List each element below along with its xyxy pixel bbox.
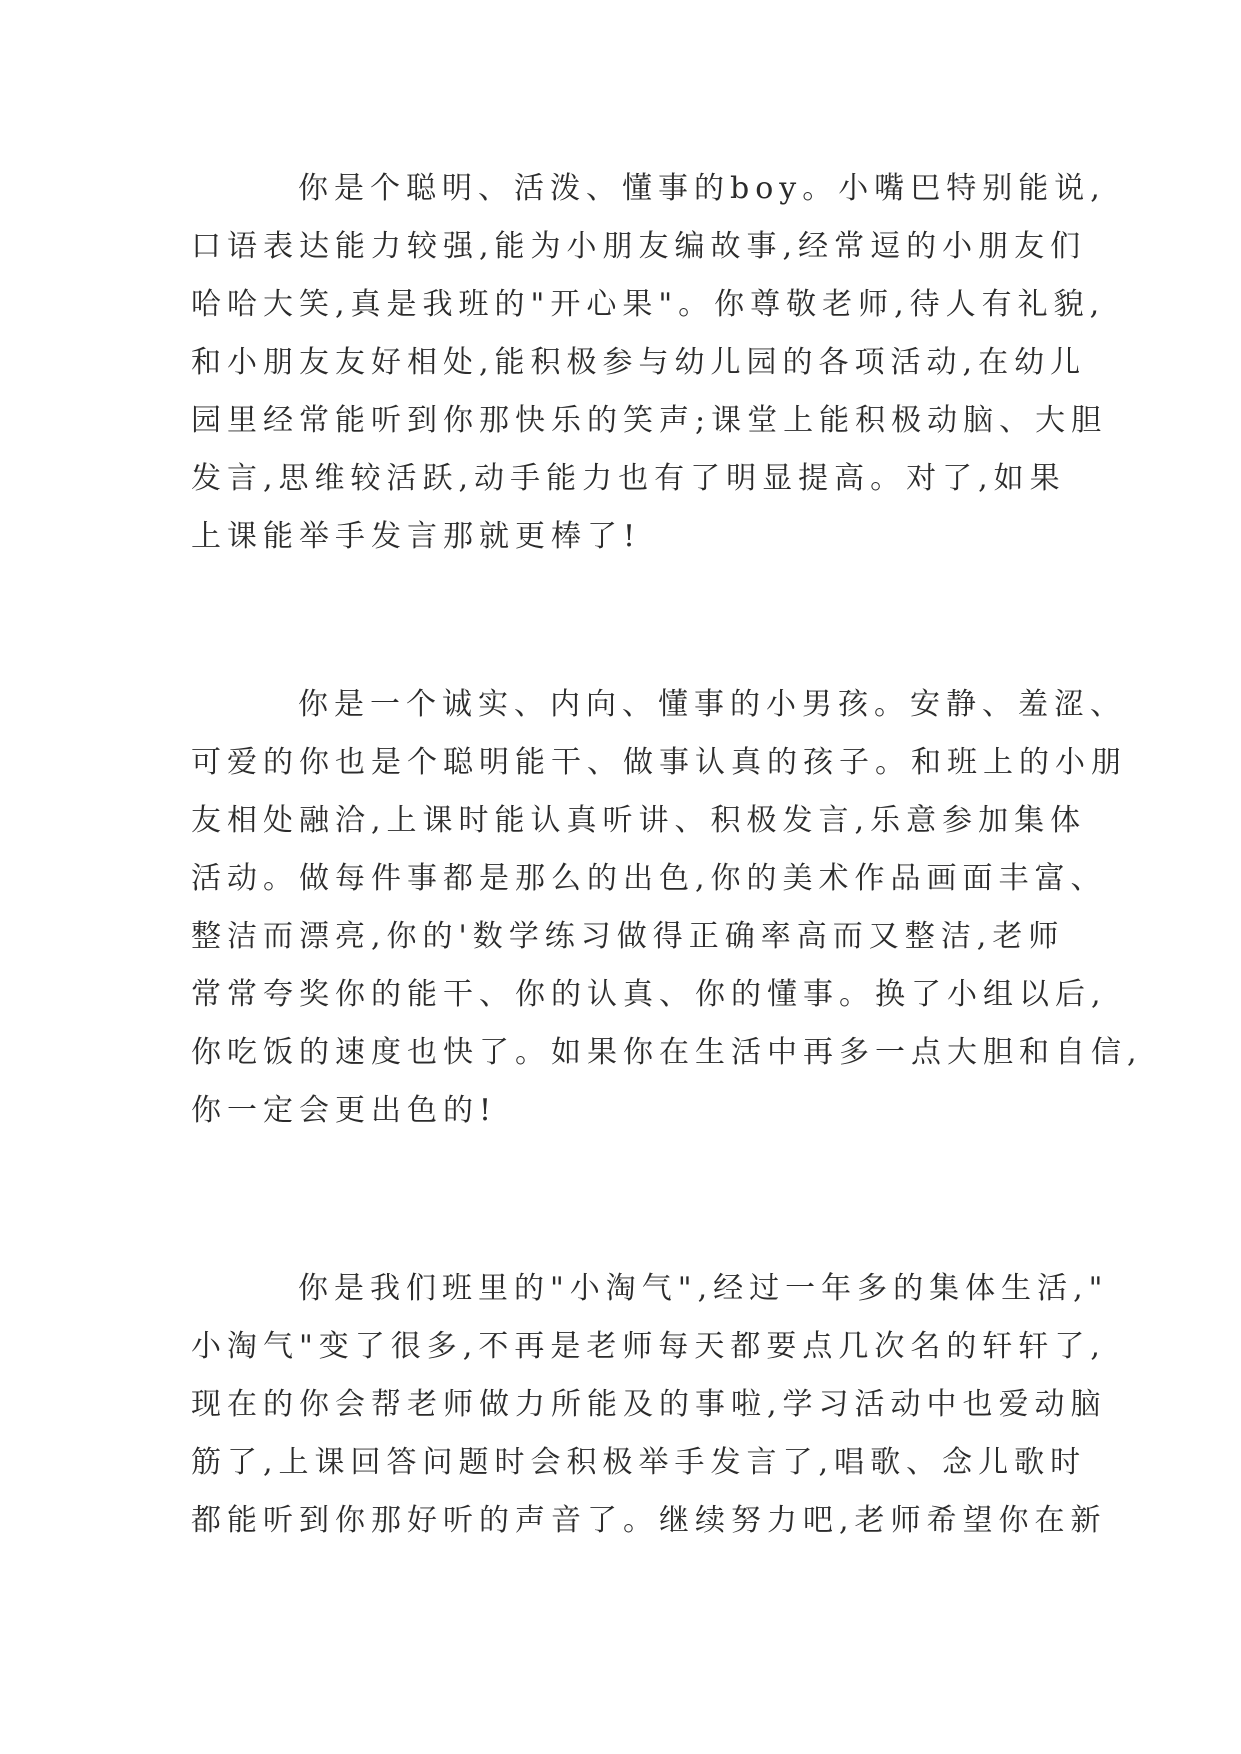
text-line: 你是我们班里的"小淘气",经过一年多的集体生活,": [298, 1271, 1109, 1306]
comment-paragraph-3: [191, 1260, 1109, 1550]
text-line: 现在的你会帮老师做力所能及的事啦,学习活动中也爱动脑: [191, 1387, 1107, 1422]
text-line: 口语表达能力较强,能为小朋友编故事,经常逗的小朋友们: [191, 229, 1087, 264]
text-line: 和小朋友友好相处,能积极参与幼儿园的各项活动,在幼儿: [191, 345, 1087, 380]
text-line: 园里经常能听到你那快乐的笑声;课堂上能积极动脑、大胆: [191, 403, 1108, 438]
text-line: 整洁而漂亮,你的'数学练习做得正确率高而又整洁,老师: [191, 919, 1065, 954]
text-line: 小淘气"变了很多,不再是老师每天都要点几次名的轩轩了,: [191, 1329, 1106, 1364]
text-line: 上课能举手发言那就更棒了!: [191, 519, 642, 554]
text-line: 你吃饭的速度也快了。如果你在生活中再多一点大胆和自信,: [191, 1035, 1143, 1070]
text-line: 友相处融洽,上课时能认真听讲、积极发言,乐意参加集体: [191, 803, 1087, 838]
text-line: 筋了,上课回答问题时会积极举手发言了,唱歌、念儿歌时: [191, 1445, 1087, 1480]
comment-paragraph-2: [191, 676, 1143, 1140]
comment-paragraph-1: [191, 160, 1108, 566]
text-line: 哈哈大笑,真是我班的"开心果"。你尊敬老师,待人有礼貌,: [191, 287, 1106, 322]
text-line: 你一定会更出色的!: [191, 1093, 498, 1128]
text-line: 常常夸奖你的能干、你的认真、你的懂事。换了小组以后,: [191, 977, 1107, 1012]
text-line: 你是个聪明、活泼、懂事的boy。小嘴巴特别能说,: [298, 171, 1106, 206]
text-line: 你是一个诚实、内向、懂事的小男孩。安静、羞涩、: [298, 687, 1126, 722]
text-line: 可爱的你也是个聪明能干、做事认真的孩子。和班上的小朋: [191, 745, 1127, 780]
text-line: 活动。做每件事都是那么的出色,你的美术作品画面丰富、: [191, 861, 1107, 896]
text-line: 都能听到你那好听的声音了。继续努力吧,老师希望你在新: [191, 1503, 1107, 1538]
text-line: 发言,思维较活跃,动手能力也有了明显提高。对了,如果: [191, 461, 1066, 496]
